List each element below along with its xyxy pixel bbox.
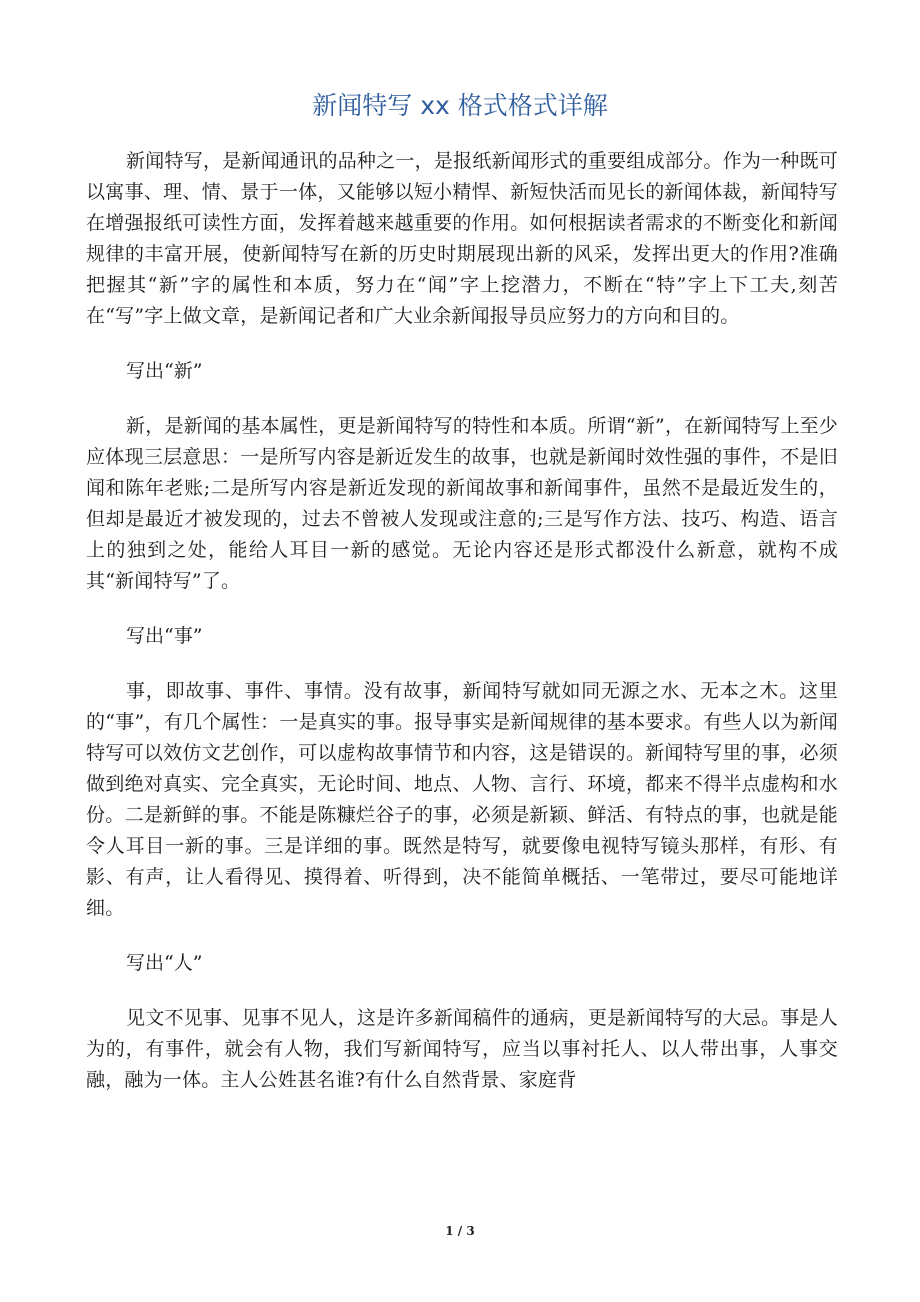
paragraph-intro: 新闻特写，是新闻通讯的品种之一，是报纸新闻形式的重要组成部分。作为一种既可以寓事、理、情、景于一体，又能够以短小精悍、新短快活而见长的新闻体裁，新闻特写在增强报纸可读性方面，发挥着越来越重要的作用。如何根据读者需求的不断变化和新闻规律的丰富开展，使新闻特写在新的历史时期展现出新的风采，发挥出更大的作用?准确把握其“新”字的属性和本质，努力在“闻”字上挖潜力，不断在“特”字上下工夫,刻苦在“写”字上做文章，是新闻记者和广大业余新闻报导员应努力的方向和目的。	[86, 150, 838, 327]
paragraph-new: 新，是新闻的基本属性，更是新闻特写的特性和本质。所谓“新”，在新闻特写上至少应体现三层意思：一是所写内容是新近发生的故事，也就是新闻时效性强的事件，不是旧闻和陈年老账;二是所写内容是新近发现的新闻故事和新闻事件，虽然不是最近发生的，但却是最近才被发现的，过去不曾被人发现或注意的;三是写作方法、技巧、构造、语言上的独到之处，能给人耳目一新的感觉。无论内容还是形式都没什么新意，就构不成其“新闻特写”了。	[86, 415, 838, 592]
section-heading-event: 写出“事”	[126, 625, 203, 647]
paragraph-person: 见文不见事、见事不见人，这是许多新闻稿件的通病，更是新闻特写的大忌。事是人为的，有事件，就会有人物，我们写新闻特写，应当以事衬托人、以人带出事，人事交融，融为一体。主人公姓甚名谁?有什么自然背景、家庭背	[86, 1007, 838, 1091]
paragraph-event: 事，即故事、事件、事情。没有故事，新闻特写就如同无源之水、无本之木。这里的“事”，有几个属性：一是真实的事。报导事实是新闻规律的基本要求。有些人以为新闻特写可以效仿文艺创作，可以虚构故事情节和内容，这是错误的。新闻特写里的事，必须做到绝对真实、完全真实，无论时间、地点、人物、言行、环境，都来不得半点虚构和水份。二是新鲜的事。不能是陈糠烂谷子的事，必须是新颖、鲜活、有特点的事，也就是能令人耳目一新的事。三是详细的事。既然是特写，就要像电视特写镜头那样，有形、有影、有声，让人看得见、摸得着、听得到，决不能简单概括、一笔带过，要尽可能地详细。	[86, 680, 838, 919]
document-body	[86, 146, 838, 1120]
page-number: 1 / 3	[445, 1224, 475, 1238]
section-heading-person: 写出“人”	[126, 952, 203, 974]
section-heading-new: 写出“新”	[126, 360, 203, 382]
document-title: 新闻特写 xx 格式格式详解	[312, 91, 608, 120]
